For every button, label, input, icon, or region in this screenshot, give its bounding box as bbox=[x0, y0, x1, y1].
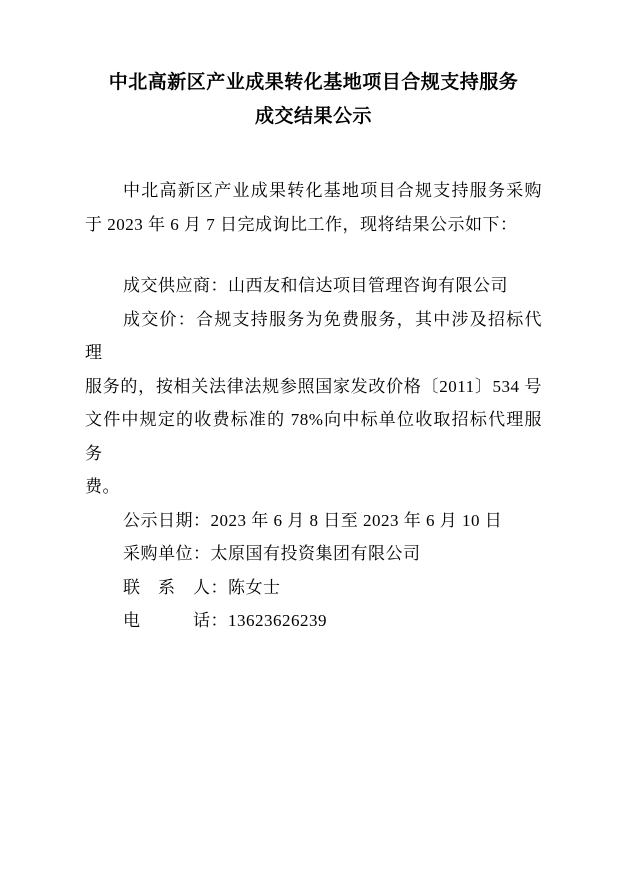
intro-line-2: 于 2023 年 6 月 7 日完成询比工作，现将结果公示如下： bbox=[85, 214, 518, 234]
details-block bbox=[85, 504, 542, 638]
intro-line-1: 中北高新区产业成果转化基地项目合规支持服务采购 bbox=[123, 181, 542, 200]
announcement-body bbox=[85, 66, 542, 638]
price-line-3: 文件中规定的收费标准的 78%向中标单位收取招标代理服务 bbox=[85, 410, 542, 463]
document-title bbox=[85, 66, 542, 134]
price-paragraph bbox=[85, 303, 542, 504]
intro-paragraph bbox=[85, 174, 542, 241]
price-line-4: 费。 bbox=[85, 477, 120, 496]
purchaser-line: 采购单位：太原国有投资集团有限公司 bbox=[123, 544, 421, 563]
price-line-1: 成交价：合规支持服务为免费服务，其中涉及招标代理 bbox=[85, 309, 542, 362]
title-line-2: 成交结果公示 bbox=[254, 106, 372, 127]
price-line-2: 服务的，按相关法律法规参照国家发改价格〔2011〕534 号 bbox=[85, 376, 542, 396]
publicity-period-line: 公示日期：2023 年 6 月 8 日至 2023 年 6 月 10 日 bbox=[123, 510, 503, 530]
supplier-line: 成交供应商：山西友和信达项目管理咨询有限公司 bbox=[123, 276, 508, 295]
supplier-paragraph bbox=[85, 269, 542, 303]
title-line-1: 中北高新区产业成果转化基地项目合规支持服务 bbox=[108, 72, 519, 93]
phone-line: 电 话：13623626239 bbox=[123, 611, 327, 630]
contact-person-line: 联 系 人：陈女士 bbox=[123, 577, 281, 597]
